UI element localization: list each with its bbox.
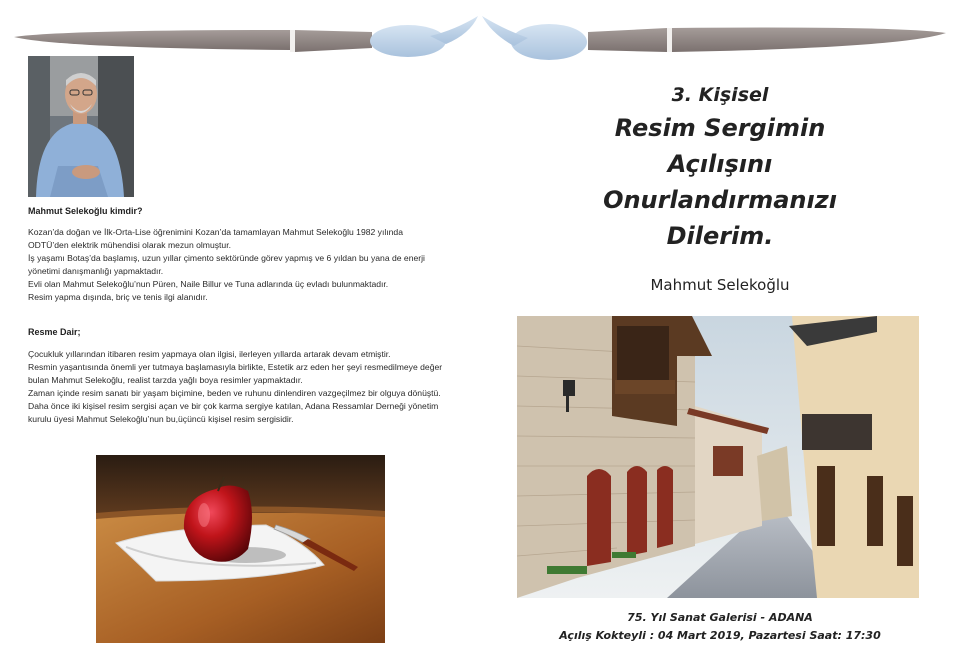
- left-brush-handle: [14, 30, 290, 50]
- art-paragraph: Resmin yaşantısında önemli yer tutmaya başlamasıyla birlikte, Estetik arz eden her şeyi resmedilmeye değer bulan Mahmut Selekoğlu, realist tarzda yağlı boya resimler yapmaktadır.: [28, 362, 443, 385]
- art-heading: Resme Dair;: [28, 327, 81, 337]
- cocktail-text: Açılış Kokteyli : 04 Mart 2019, Pazartesi Saat: 17:30: [559, 629, 881, 642]
- artist-portrait-photo: [28, 56, 134, 197]
- art-paragraph: Daha önce iki kişisel resim sergisi açan ve bir çok karma sergiye katılan, Adana Ressamlar Derneği yönetim kurulu üyesi Mahmut Selekoğlu’nun bu,üçüncü kişisel resim sergisidir.: [28, 401, 439, 424]
- invitation-line: Onurlandırmanızı: [603, 186, 837, 214]
- right-balcony: [802, 414, 872, 450]
- art-paragraph: Çocukluk yıllarından itibaren resim yapmaya olan ilgisi, ilerleyen yıllarda artarak devam etmiştir.: [28, 349, 391, 359]
- bio-paragraph: Evli olan Mahmut Selekoğlu’nun Püren, Naile Billur ve Tuna adlarında üç evladı bulunmaktadır.: [28, 279, 389, 289]
- left-brush-ferrule: [370, 25, 446, 57]
- bio-heading: Mahmut Selekoğlu kimdir?: [28, 206, 143, 216]
- invitation-line: 3. Kişisel: [671, 84, 769, 106]
- paintbrush-banner: [0, 0, 960, 70]
- bio-paragraph: İş yaşamı Botaş’da başlamış, uzun yıllar çimento sektöründe görev yapmış ve 6 yıldan bu yana de enerji yönetimi danışmanlığı yapmaktadır.: [28, 253, 425, 276]
- bio-text: [28, 226, 438, 304]
- invitation-line: Resim Sergimin: [614, 114, 826, 142]
- apple-painting: [96, 455, 385, 643]
- street-painting: [517, 316, 919, 598]
- arched-door: [627, 466, 647, 556]
- art-text: [28, 348, 448, 426]
- venue-text: 75. Yıl Sanat Galerisi - ADANA: [627, 611, 813, 624]
- bio-paragraph: Resim yapma dışında, briç ve tenis ilgi alanıdır.: [28, 292, 208, 302]
- invitation-line: Dilerim.: [666, 222, 774, 250]
- art-paragraph: Zaman içinde resim sanatı bir yaşam biçimine, beden ve ruhunu dinlendiren vazgeçilmez bir olguya dönüştü.: [28, 388, 441, 398]
- bio-paragraph: Kozan’da doğan ve İlk-Orta-Lise öğrenimini Kozan’da tamamlayan Mahmut Selekoğlu 1982 yılında ODTÜ’den elektrik mühendisi olarak mezun olmuştur.: [28, 227, 403, 250]
- arched-door: [587, 469, 611, 566]
- right-brush-handle: [672, 28, 946, 52]
- invitation-line: Açılışını: [667, 150, 773, 178]
- invitation-text: [560, 80, 880, 254]
- street-lamp: [563, 380, 575, 396]
- artist-name: Mahmut Selekoğlu: [650, 276, 790, 294]
- right-brush-ferrule: [511, 24, 587, 60]
